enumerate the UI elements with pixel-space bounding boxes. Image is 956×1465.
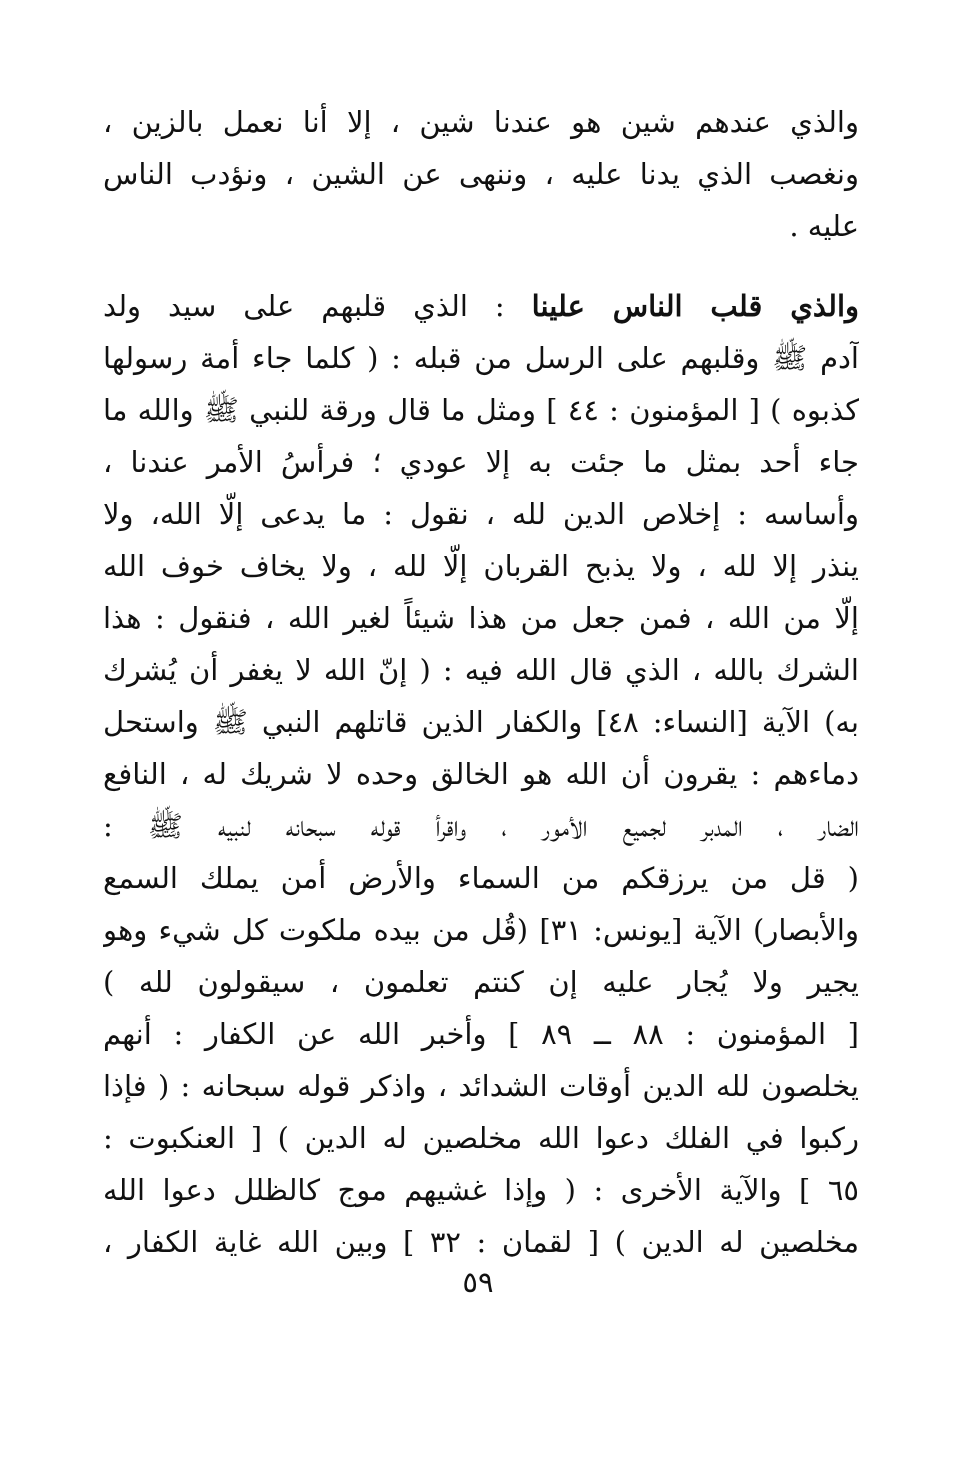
page-number: ٥٩ xyxy=(462,1265,494,1299)
text-line: ركبوا في الفلك دعوا الله مخلصين له الدين ) [ العنكبوت : xyxy=(103,1121,859,1155)
text-line: إلّا من الله ، فمن جعل من هذا شيئاً لغير الله ، فنقول : هذا xyxy=(103,601,859,635)
text-line: الضار ، المدبر لجميع الأمور ، واقرأ قوله سبحانه لنبيه ﷺ : xyxy=(103,809,859,843)
paragraph-lead-line xyxy=(103,280,859,332)
text-line: والذي عندهم شين هو عندنا شين ، إلا أنا نعمل بالزين ، xyxy=(103,105,859,139)
paragraph-gap xyxy=(103,252,859,280)
text-line: [ المؤمنون : ٨٨ ــ ٨٩ ] وأخبر الله عن الكفار : أنهم xyxy=(103,1017,859,1051)
lead-line-rest: : الذي قلبهم على سيد ولد xyxy=(103,289,532,323)
text-line: مخلصين له الدين ) [ لقمان : ٣٢ ] وبين الله غاية الكفار ، xyxy=(103,1225,859,1259)
text-line: ونغصب الذي يدنا عليه ، وننهى عن الشين ، ونؤدب الناس xyxy=(103,157,859,191)
text-line: جاء أحد بمثل ما جئت به إلا عودي ؛ فرأسُ الأمر عندنا ، xyxy=(103,445,859,479)
text-line: ( قل من يرزقكم من السماء والأرض أمن يملك السمع xyxy=(103,861,859,895)
text-line: ينذر إلا لله ، ولا يذبح القربان إلّا لله ، ولا يخاف خوف الله xyxy=(103,549,859,583)
text-line: كذبوه ) [ المؤمنون : ٤٤ ] ومثل ما قال ورقة للنبي ﷺ والله ما xyxy=(103,393,859,427)
text-line: يجير ولا يُجار عليه إن كنتم تعلمون ، سيقولون لله ) xyxy=(103,965,859,999)
bold-heading-phrase: والذي قلب الناس علينا xyxy=(531,289,859,323)
text-line: الشرك بالله ، الذي قال الله فيه : ( إنّ الله لا يغفر أن يُشرك xyxy=(103,653,859,687)
text-line: عليه . xyxy=(789,209,859,243)
text-line: ٦٥ ] والآية الأخرى : ( وإذا غشيهم موج كالظلل دعوا الله xyxy=(103,1173,859,1207)
text-line: آدم ﷺ وقلبهم على الرسل من قبله : ( كلما جاء أمة رسولها xyxy=(103,341,859,375)
text-line: وأساسه : إخلاص الدين لله ، نقول : ما يدعى إلّا الله، ولا xyxy=(103,497,859,531)
text-line: دماءهم : يقرون أن الله هو الخالق وحده لا شريك له ، النافع xyxy=(103,757,859,791)
text-line: والأبصار) الآية [يونس: ٣١] (قُل من بيده ملكوت كل شيء وهو xyxy=(103,913,859,947)
text-line: به) الآية [النساء: ٤٨] والكفار الذين قاتلهم النبي ﷺ واستحل xyxy=(103,705,859,739)
text-line: يخلصون لله الدين أوقات الشدائد ، واذكر قوله سبحانه : ( فإذا xyxy=(103,1069,859,1103)
page-body-text xyxy=(103,96,859,1268)
